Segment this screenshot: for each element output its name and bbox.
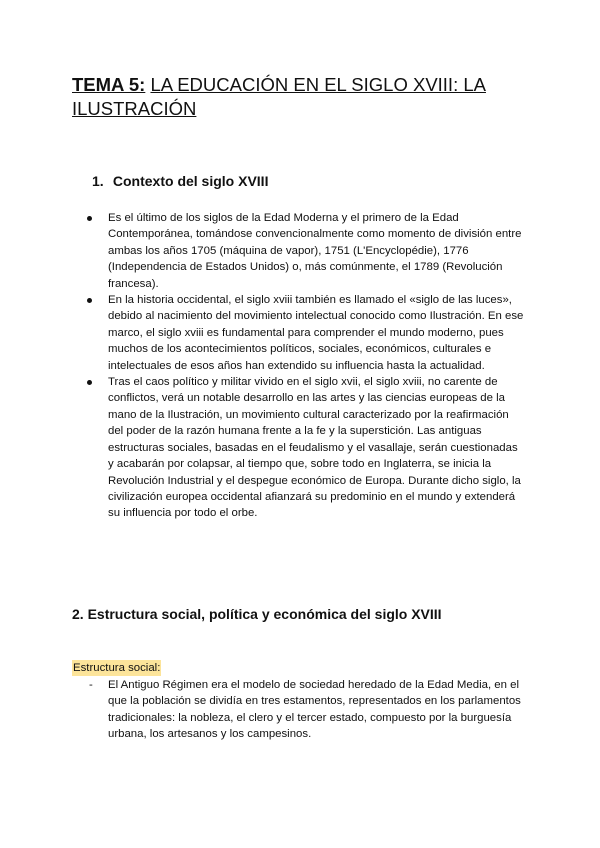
section-1-heading bbox=[92, 172, 268, 190]
section-1-heading-text: Contexto del siglo XVIII bbox=[112, 173, 269, 189]
list-item-text: Es el último de los siglos de la Edad Moderna y el primero de la Edad Contemporánea, tomándose convencionalmente como momento de división entre ambas los años 1705 (máquina de vapor), 1751 (L'Encyclopédie), 1776 (Independencia de Estados Unidos) o, más comúnmente, el 1789 (Revolución francesa). bbox=[108, 212, 522, 290]
title-number: TEMA 5: bbox=[72, 74, 146, 95]
section-1-bullet-list bbox=[84, 210, 524, 522]
bullet-icon bbox=[87, 216, 92, 221]
list-item-text: El Antiguo Régimen era el modelo de sociedad heredado de la Edad Media, en el que la población se dividía en tres estamentos, representados en los parlamentos tradicionales: la nobleza, el clero y el tercer estado, compuesto por la burguesía urbana, los artesanos y los campesinos. bbox=[108, 679, 521, 741]
highlighted-subheading: Estructura social: bbox=[73, 662, 161, 674]
list-item bbox=[84, 677, 524, 743]
bullet-icon bbox=[87, 380, 92, 385]
list-item-text: En la historia occidental, el siglo xviii también es llamado el «siglo de las luces», debido al nacimiento del movimiento intelectual conocido como Ilustración. En ese marco, el siglo xviii es fundamental para comprender el mundo moderno, pues muchos de los acontecimientos políticos, sociales, económicos, culturales e intelectuales de esos años han extendido su influencia hasta la actualidad. bbox=[108, 294, 524, 372]
list-item bbox=[84, 374, 524, 522]
section-1-number: 1. bbox=[92, 173, 104, 189]
section-2-dash-list bbox=[84, 677, 524, 743]
list-item bbox=[84, 292, 524, 374]
dash-marker: - bbox=[89, 679, 93, 691]
title-text: LA EDUCACIÓN EN EL SIGLO XVIII: LA ILUSTRACIÓN bbox=[72, 74, 486, 119]
bullet-icon bbox=[87, 298, 92, 303]
section-2-heading: 2. Estructura social, política y económica del siglo XVIII bbox=[72, 606, 442, 622]
list-item bbox=[84, 210, 524, 292]
list-item-text: Tras el caos político y militar vivido en el siglo xvii, el siglo xviii, no carente de conflictos, verá un notable desarrollo en las artes y las ciencias europeas de la mano de la Ilustración, un movimiento cultural caracterizado por la reafirmación del poder de la razón humana frente a la fe y la superstición. Las antiguas estructuras sociales, basadas en el feudalismo y el vasallaje, serán cuestionadas y acabarán por colapsar, al tiempo que, sobre todo en Inglaterra, se inicia la Revolución Industrial y el despegue económico de Europa. Durante dicho siglo, la civilización europea occidental afianzará su predominio en el mundo y extenderá su influencia por todo el orbe. bbox=[108, 376, 521, 520]
page-title bbox=[72, 73, 542, 121]
